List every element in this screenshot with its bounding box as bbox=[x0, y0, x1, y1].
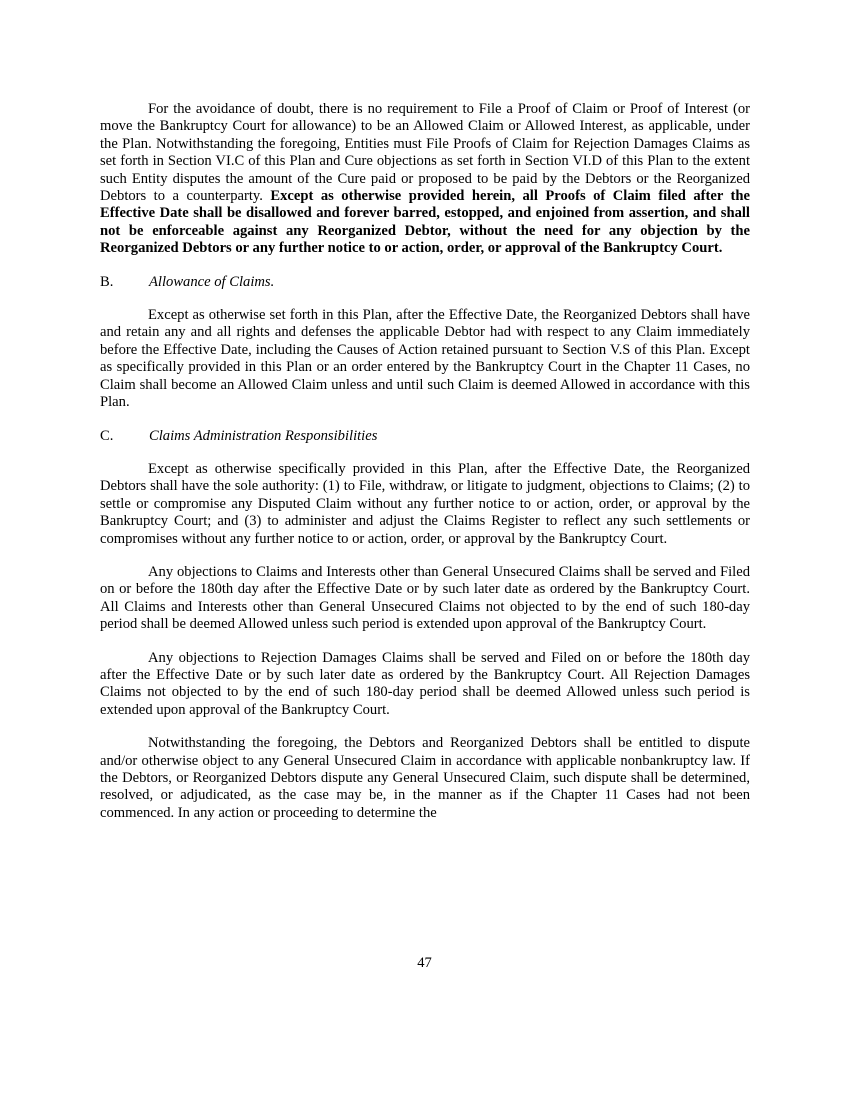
paragraph-proof-of-claim bbox=[100, 101, 750, 258]
section-title: Allowance of Claims. bbox=[149, 273, 275, 290]
paragraph-general-unsecured-claims: Notwithstanding the foregoing, the Debtors and Reorganized Debtors shall be entitled to dispute and/or otherwise object to any General Unsecured Claim in accordance with applicable nonbankruptcy law. If the Debtors, or Reorganized Debtors dispute any General Unsecured Claim, such dispute shall be determined, resolved, or adjudicated, as the case may be, in the manner as if the Chapter 11 Cases had not been commenced. In any action or proceeding to determine the bbox=[100, 735, 750, 821]
section-letter: C. bbox=[100, 427, 114, 444]
bold-paragraph-text: Except as otherwise provided herein, all Proofs of Claim filed after the Effective Date shall be disallowed and forever barred, estopped, and enjoined from assertion, and shall not be enforceable against any Reorganized Debtor, without the need for any objection by the Reorganized Debtors or any further notice to or action, order, or approval of the Bankruptcy Court. bbox=[100, 188, 750, 257]
paragraph-objections-claims-interests: Any objections to Claims and Interests other than General Unsecured Claims shall be served and Filed on or before the 180th day after the Effective Date or by such later date as ordered by the Bankruptcy Court. All Claims and Interests other than General Unsecured Claims not objected to by the end of such 180-day period shall be deemed Allowed unless such period is extended upon approval of the Bankruptcy Court. bbox=[100, 563, 750, 633]
document-body bbox=[100, 101, 750, 838]
paragraph-text: For the avoidance of doubt, there is no requirement to File a Proof of Claim or Proof of Interest (or move the Bankruptcy Court for allowance) to be an Allowed Claim or Allowed Interest, as applicable, under the Plan. Notwithstanding the foregoing, Entities must File Proofs of Claim for Rejection Damages Claims as set forth in Section VI.C of this Plan and Cure objections as set forth in Section VI.D of this Plan to the extent such Entity disputes the amount of the Cure paid or proposed to be paid by the Debtors or the Reorganized Debtors to a counterparty. bbox=[100, 101, 750, 205]
section-title: Claims Administration Responsibilities bbox=[149, 427, 378, 444]
section-heading-c bbox=[100, 428, 750, 445]
paragraph-objections-rejection-damages: Any objections to Rejection Damages Claims shall be served and Filed on or before the 180th day after the Effective Date or by such later date as ordered by the Bankruptcy Court. All Rejection Damages Claims not objected to by the end of such 180-day period shall be deemed Allowed unless such period is extended upon approval of the Bankruptcy Court. bbox=[100, 649, 750, 718]
paragraph-allowance: Except as otherwise set forth in this Plan, after the Effective Date, the Reorganized Debtors shall have and retain any and all rights and defenses the applicable Debtor had with respect to any Claim immediately before the Effective Date, including the Causes of Action retained pursuant to Section V.S of this Plan. Except as specifically provided in this Plan or an order entered by the Bankruptcy Court in the Chapter 11 Cases, no Claim shall become an Allowed Claim unless and until such Claim is deemed Allowed in accordance with this Plan. bbox=[100, 307, 750, 411]
page-number: 47 bbox=[417, 955, 432, 971]
paragraph-claims-administration: Except as otherwise specifically provided in this Plan, after the Effective Date, the Reorganized Debtors shall have the sole authority: (1) to File, withdraw, or litigate to judgment, objections to Claims; (2) to settle or compromise any Disputed Claim without any further notice to or action, order, or approval by the Bankruptcy Court; and (3) to administer and adjust the Claims Register to reflect any such settlements or compromises without any further notice to or action, order, or approval by the Bankruptcy Court. bbox=[100, 460, 750, 547]
section-letter: B. bbox=[100, 273, 114, 290]
section-heading-b bbox=[100, 274, 750, 291]
